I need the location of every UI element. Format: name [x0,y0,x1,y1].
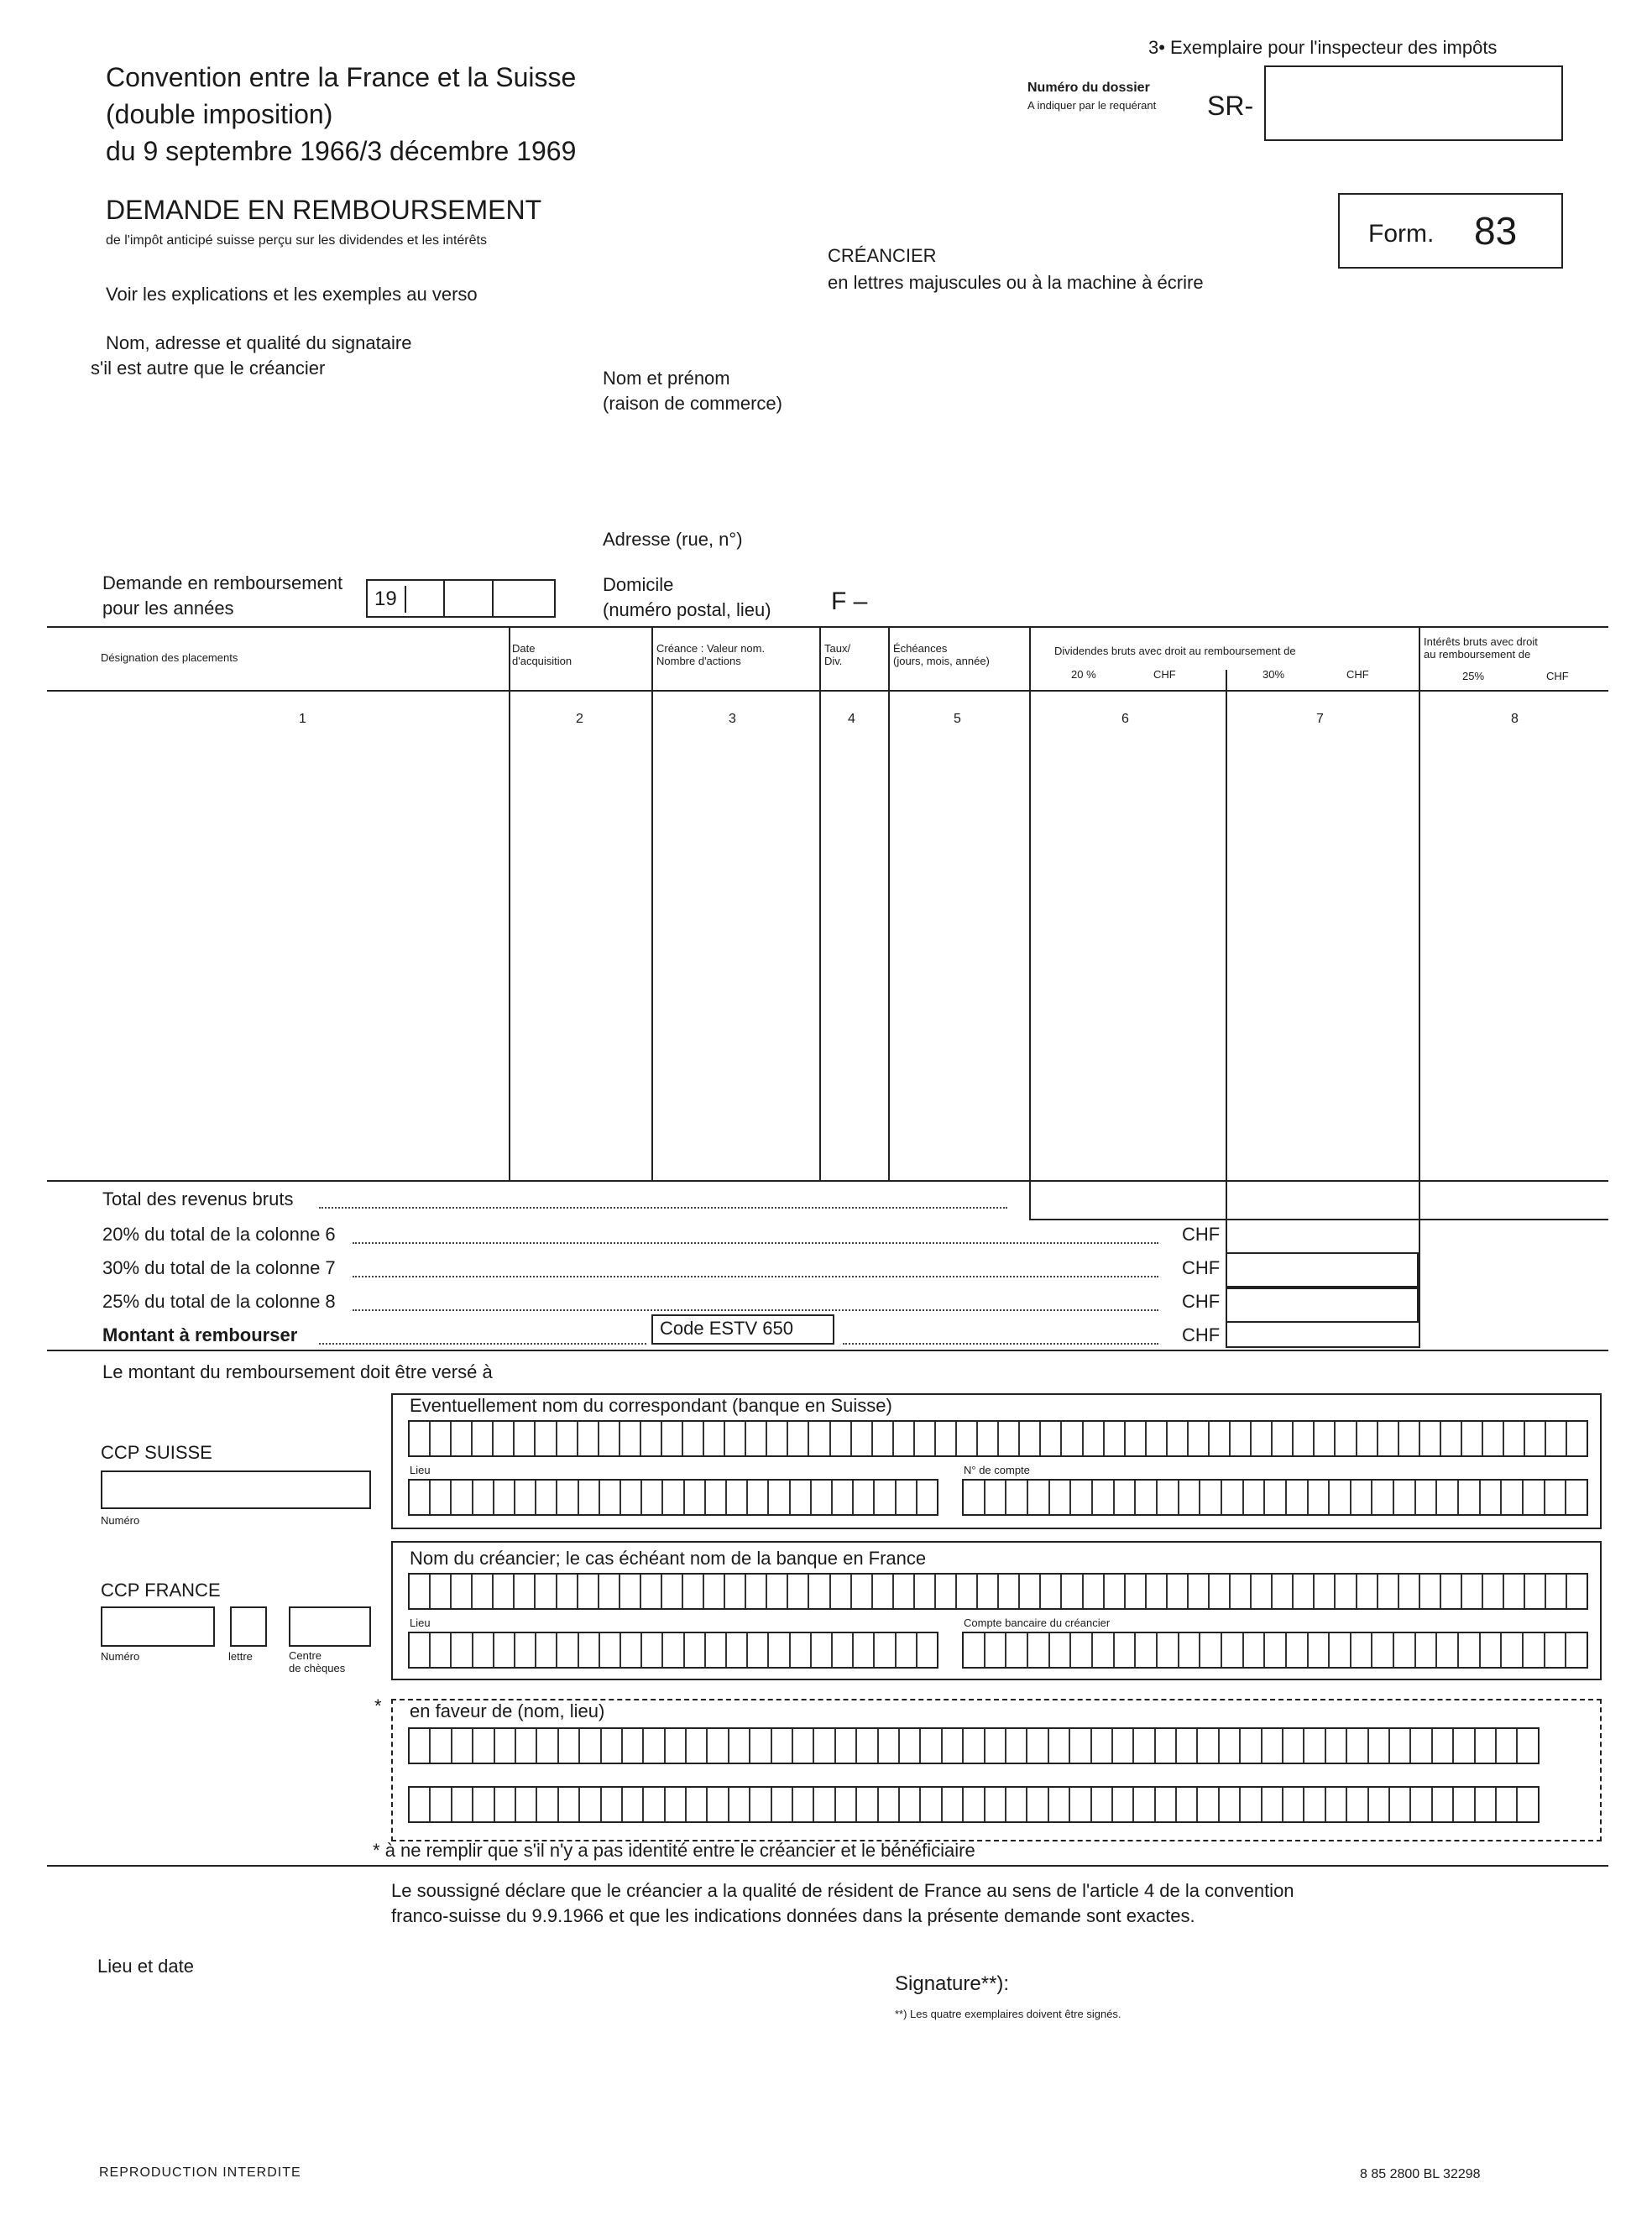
placements-entry-area[interactable] [50,739,1603,1175]
ccp-france-number-field[interactable] [101,1606,215,1647]
name-label: Nom et prénom [603,368,730,389]
pct30-currency: CHF [1182,1257,1221,1278]
ccp-france-letter-label: lettre [228,1650,253,1663]
col8-currency: CHF [1546,670,1569,682]
see-back-note: Voir les explications et les exemples au verso [106,284,478,305]
dossier-sublabel: A indiquer par le requérant [1027,99,1157,112]
refund-currency: CHF [1182,1324,1221,1345]
table-top-rule [47,626,1608,628]
code-label: Code ESTV 650 [660,1318,793,1339]
request-subheading: de l'impôt anticipé suisse perçu sur les dividendes et les intérêts [106,233,487,248]
pct30-label: 30% du total de la colonne 7 [102,1257,336,1278]
favor-asterisk: * [374,1695,382,1716]
france-bank-field[interactable] [408,1573,1588,1610]
signatory-label: Nom, adresse et qualité du signataire [106,332,412,353]
gross-total-label: Total des revenus bruts [102,1188,294,1209]
form-number: 83 [1474,209,1518,253]
col7-number: 7 [1316,712,1324,726]
copy-note: 3• Exemplaire pour l'inspecteur des impôts [1148,37,1498,58]
col8-rate: 25% [1462,670,1485,682]
signatory-field[interactable] [91,386,561,554]
dossier-number-field[interactable] [1264,65,1563,141]
france-account-label: Compte bancaire du créancier [964,1617,1111,1629]
domicile-label: Domicile [603,574,674,595]
col7-currency: CHF [1346,668,1369,681]
swiss-bank-label: Eventuellement nom du correspondant (banque en Suisse) [410,1395,892,1416]
france-bank-label: Nom du créancier; le cas échéant nom de la banque en France [410,1548,927,1569]
col1-header: Désignation des placements [101,651,238,664]
signature-note: **) Les quatre exemplaires doivent être signés. [895,2008,1121,2020]
col8-number: 8 [1511,712,1519,726]
pct25-currency: CHF [1182,1291,1221,1312]
france-place-label: Lieu [410,1617,431,1629]
title-line-1: Convention entre la France et la Suisse [106,62,577,92]
col4-header: Taux/ Div. [824,642,851,667]
title-line-3: du 9 septembre 1966/3 décembre 1969 [106,136,577,166]
creditor-name-field[interactable] [806,353,1561,487]
col3-header: Créance : Valeur nom. Nombre d'actions [656,642,766,667]
ccp-suisse-label: CCP SUISSE [101,1442,212,1463]
swiss-place-label: Lieu [410,1464,431,1476]
ccp-france-label: CCP FRANCE [101,1580,221,1601]
favor-field-1[interactable] [408,1727,1540,1764]
ccp-france-center-field[interactable] [289,1606,371,1647]
ccp-suisse-number-field[interactable] [101,1470,371,1509]
pct20-label: 20% du total de la colonne 6 [102,1224,336,1245]
domicile-label-2: (numéro postal, lieu) [603,599,771,620]
pct30-field[interactable] [1226,1252,1419,1289]
reproduction-notice: REPRODUCTION INTERDITE [99,2165,301,2180]
ccp-france-center-label: Centre de chèques [289,1649,346,1674]
signatory-label-2: s'il est autre que le créancier [91,358,326,379]
ccp-suisse-number-label: Numéro [101,1514,140,1527]
dividends-header: Dividendes bruts avec droit au remboursement de [1054,645,1296,657]
ccp-france-number-label: Numéro [101,1650,140,1663]
col6-number: 6 [1121,712,1129,726]
col4-number: 4 [848,712,855,726]
domicile-prefix: F – [831,588,868,615]
pct25-label: 25% du total de la colonne 8 [102,1291,336,1312]
col2-header: Date d'acquisition [512,642,572,667]
form-label: Form. [1368,220,1435,248]
pct20-currency: CHF [1182,1224,1221,1245]
pct25-field[interactable] [1226,1286,1419,1323]
favor-field-2[interactable] [408,1786,1540,1823]
title-line-2: (double imposition) [106,99,333,129]
code-box [651,1314,834,1345]
name-label-2: (raison de commerce) [603,393,782,414]
address-label: Adresse (rue, n°) [603,529,743,550]
col2-number: 2 [576,712,583,726]
creditor-label: CRÉANCIER [828,245,937,266]
years-label: Demande en remboursement [102,572,343,593]
creditor-hint: en lettres majuscules ou à la machine à écrire [828,272,1204,293]
table-bottom-rule [47,1180,1608,1182]
place-date-field[interactable] [97,1984,769,2068]
france-place-field[interactable] [408,1632,938,1669]
interest-header: Intérêts bruts avec droit au remboursement de [1424,635,1538,661]
favor-label: en faveur de (nom, lieu) [410,1700,605,1721]
form-print-code: 8 85 2800 BL 32298 [1360,2167,1481,2181]
swiss-account-field[interactable] [962,1479,1588,1516]
col3-number: 3 [729,712,736,726]
table-header-rule [47,690,1608,692]
france-account-field[interactable] [962,1632,1588,1669]
signature-label: Signature**): [895,1972,1010,1995]
swiss-place-field[interactable] [408,1479,938,1516]
request-heading: DEMANDE EN REMBOURSEMENT [106,195,542,225]
refund-label: Montant à rembourser [102,1324,298,1345]
address-field[interactable] [806,504,1561,562]
declaration-line-1: Le soussigné déclare que le créancier a la qualité de résident de France au sens de l'article 4 de la convention [391,1880,1294,1901]
swiss-account-label: N° de compte [964,1464,1030,1476]
ccp-france-letter-field[interactable] [230,1606,267,1647]
col1-number: 1 [299,712,306,726]
declaration-line-2: franco-suisse du 9.9.1966 et que les indications données dans la présente demande sont exactes. [391,1905,1195,1926]
col6-currency: CHF [1153,668,1176,681]
favor-note: * à ne remplir que s'il n'y a pas identité entre le créancier et le bénéficiaire [373,1840,975,1861]
signature-field[interactable] [895,2031,1566,2132]
years-field[interactable] [366,579,556,618]
form-number-box [1338,193,1563,269]
dossier-prefix: SR- [1207,91,1254,121]
col5-header: Échéances (jours, mois, année) [893,642,990,667]
col5-number: 5 [954,712,961,726]
payment-intro: Le montant du remboursement doit être versé à [102,1361,493,1382]
swiss-bank-field[interactable] [408,1420,1588,1457]
years-value: 19 [374,588,397,610]
place-date-label: Lieu et date [97,1956,194,1977]
col6-rate: 20 % [1071,668,1096,681]
col7-rate: 30% [1263,668,1285,681]
dossier-label: Numéro du dossier [1027,81,1150,95]
domicile-field[interactable] [890,579,1561,621]
years-label-2: pour les années [102,598,234,619]
